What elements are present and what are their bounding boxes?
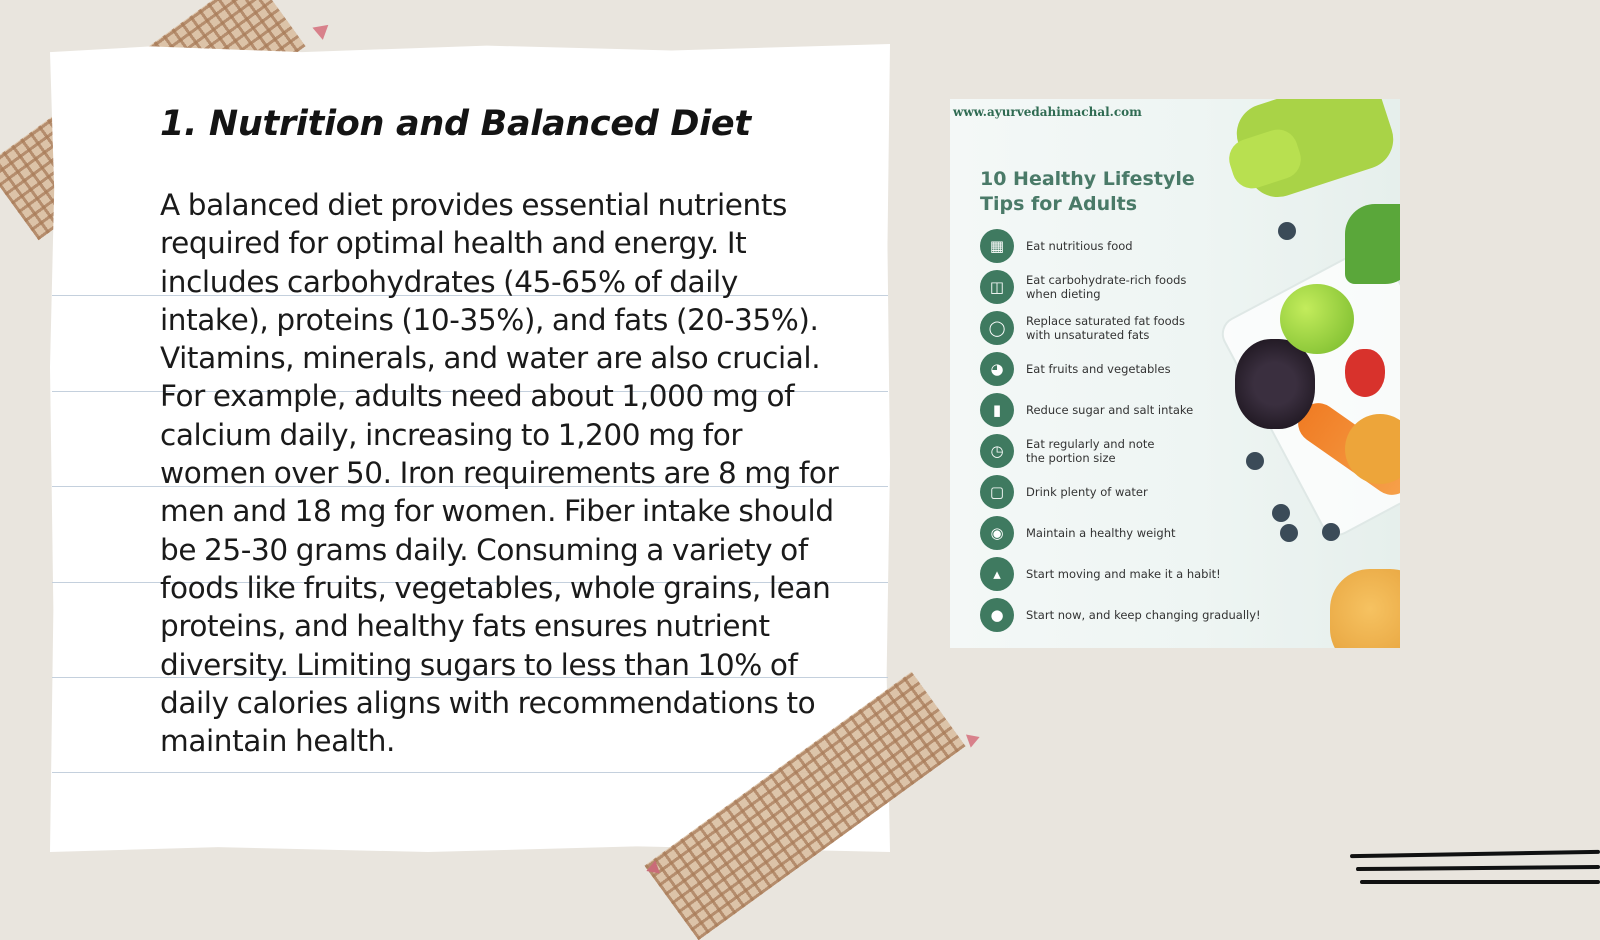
tip-item [980, 270, 1290, 304]
tip-item [980, 434, 1290, 468]
tip-label: Drink plenty of water [1026, 485, 1148, 499]
decorative-scribble-line [1350, 850, 1600, 858]
tip-label: Eat nutritious food [1026, 239, 1133, 253]
apple-illustration [1280, 284, 1354, 354]
pastry-illustration [1330, 569, 1400, 648]
tip-label: Maintain a healthy weight [1026, 526, 1176, 540]
healthy-tips-infographic [950, 99, 1400, 648]
tip-item [980, 475, 1290, 509]
tip-label: Start moving and make it a habit! [1026, 567, 1221, 581]
tip-label: Start now, and keep changing gradually! [1026, 608, 1261, 622]
infographic-site-url: www.ayurvedahimachal.com [953, 105, 1142, 119]
strawberry-illustration [1345, 349, 1385, 397]
food-icon: ▦ [980, 229, 1014, 263]
slide-body-text: A balanced diet provides essential nutrients required for optimal health and energy. It includes carbohydrates (45-65% of daily intake), proteins (10-35%), and fats (20-35%). Vitamins, minerals, and water are also crucial. For example, adults need about 1,000 mg of calcium daily, increasing to 1,200 mg for women over 50. Iron requirements are 8 mg for men and 18 mg for women. Fiber intake should be 25-30 grams daily. Consuming a variety of foods like fruits, vegetables, whole grains, lean proteins, and healthy fats ensures nutrient diversity. Limiting sugars to less than 10% of daily calories aligns with recommendations to maintain health. [160, 188, 839, 759]
shoe-icon: ▴ [980, 557, 1014, 591]
decorative-scribble-line [1360, 880, 1600, 884]
basket-icon: ◕ [980, 352, 1014, 386]
tip-label: Reduce sugar and salt intake [1026, 403, 1194, 417]
tip-item [980, 557, 1290, 591]
paper-rule-line [52, 772, 888, 773]
decorative-pin-icon [310, 20, 329, 40]
body-icon: ◉ [980, 516, 1014, 550]
greens-illustration [1345, 204, 1400, 284]
infographic-title: 10 Healthy Lifestyle Tips for Adults [980, 168, 1195, 215]
tip-item [980, 516, 1290, 550]
tip-item [980, 598, 1290, 632]
tip-item [980, 229, 1290, 263]
tip-item [980, 311, 1290, 345]
clock-icon: ◷ [980, 434, 1014, 468]
blueberry-illustration [1322, 523, 1340, 541]
drop-icon: ◯ [980, 311, 1014, 345]
decorative-scribble-line [1356, 865, 1600, 871]
bread-icon: ◫ [980, 270, 1014, 304]
shaker-icon: ▮ [980, 393, 1014, 427]
tip-label: Eat carbohydrate-rich foods when dieting [1026, 273, 1187, 301]
decorative-pin-icon [966, 730, 982, 747]
tip-label: Eat fruits and vegetables [1026, 362, 1171, 376]
tip-label: Replace saturated fat foods with unsaturated fats [1026, 314, 1185, 342]
slide-title: 1. Nutrition and Balanced Diet [160, 104, 751, 144]
person-icon: ● [980, 598, 1014, 632]
tip-item [980, 393, 1290, 427]
glass-icon: ▢ [980, 475, 1014, 509]
tip-item [980, 352, 1290, 386]
tip-label: Eat regularly and note the portion size [1026, 437, 1155, 465]
